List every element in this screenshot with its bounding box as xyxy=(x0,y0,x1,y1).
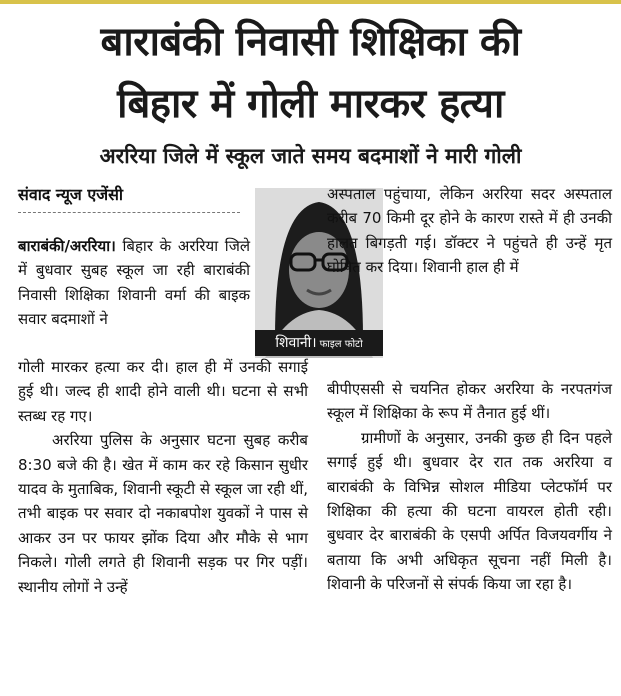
agency-byline: संवाद न्यूज एजेंसी xyxy=(18,185,124,204)
left-column-body xyxy=(18,355,308,599)
subheadline: अररिया जिले में स्कूल जाते समय बदमाशों ने मारी गोली xyxy=(99,144,522,168)
right-column-body xyxy=(327,377,612,597)
right-column-text-top: अस्पताल पहुंचाया, लेकिन अररिया सदर अस्पताल करीब 70 किमी दूर होने के कारण रास्ते में ही उनकी हालत बिगड़ती गई। डॉक्टर ने पहुंचते ही उन्हें मृत घोषित कर दिया। शिवानी हाल ही में xyxy=(327,185,612,277)
caption-note: फाइल फोटो xyxy=(319,339,363,350)
right-column-top xyxy=(327,182,612,280)
dateline: बाराबंकी/अररिया। xyxy=(18,237,116,255)
headline-line-1: बाराबंकी निवासी शिक्षिका की xyxy=(100,19,521,65)
lead-text-part1: बिहार के अररिया जिले में बुधवार सुबह स्कूल जा रही बाराबंकी निवासी शिक्षिका शिवानी वर्मा की बाइक सवार बदमाशों ने xyxy=(18,237,250,329)
lead-text-part2: गोली मारकर हत्या कर दी। हाल ही में उनकी सगाई हुई थी। जल्द ही शादी होने वाली थी। घटना से सभी स्तब्ध रह गए। xyxy=(18,358,308,425)
headline-line-2: बिहार में गोली मारकर हत्या xyxy=(117,81,504,127)
top-color-strip xyxy=(0,0,621,4)
paragraph-2: अररिया पुलिस के अनुसार घटना सुबह करीब 8:30 बजे की है। खेत में काम कर रहे किसान सुधीर यादव के मुताबिक, शिवानी स्कूटी से स्कूल जा रही थीं, तभी बाइक पर सवार दो नकाबपोश युवकों ने पास से आकर उन पर फायर झोंक दिया और मौके से भाग निकले। गोली लगते ही शिवानी सड़क पर गिर पड़ीं। स्थानीय लोगों ने उन्हें xyxy=(18,431,308,596)
right-column-text-mid: बीपीएससी से चयनित होकर अररिया के नरपतगंज स्कूल में शिक्षिका के रूप में तैनात हुई थीं। xyxy=(327,380,612,423)
byline-divider xyxy=(18,212,240,213)
lead-paragraph xyxy=(18,234,250,332)
paragraph-3: ग्रामीणों के अनुसार, उनकी कुछ ही दिन पहले सगाई हुई थी। बुधवार देर रात तक अररिया व बाराबंकी के विभिन्न सोशल मीडिया प्लेटफॉर्म पर शिक्षिका की हत्या की घटना वायरल होती रही। बुधवार देर बाराबंकी के एसपी अर्पित विजयवर्गीय ने बताया कि अभी अधिकृत सूचना नहीं मिली है। शिवानी के परिजनों से संपर्क किया जा रहा है। xyxy=(327,428,612,594)
caption-name: शिवानी। xyxy=(275,335,317,351)
photo-caption xyxy=(255,330,383,356)
